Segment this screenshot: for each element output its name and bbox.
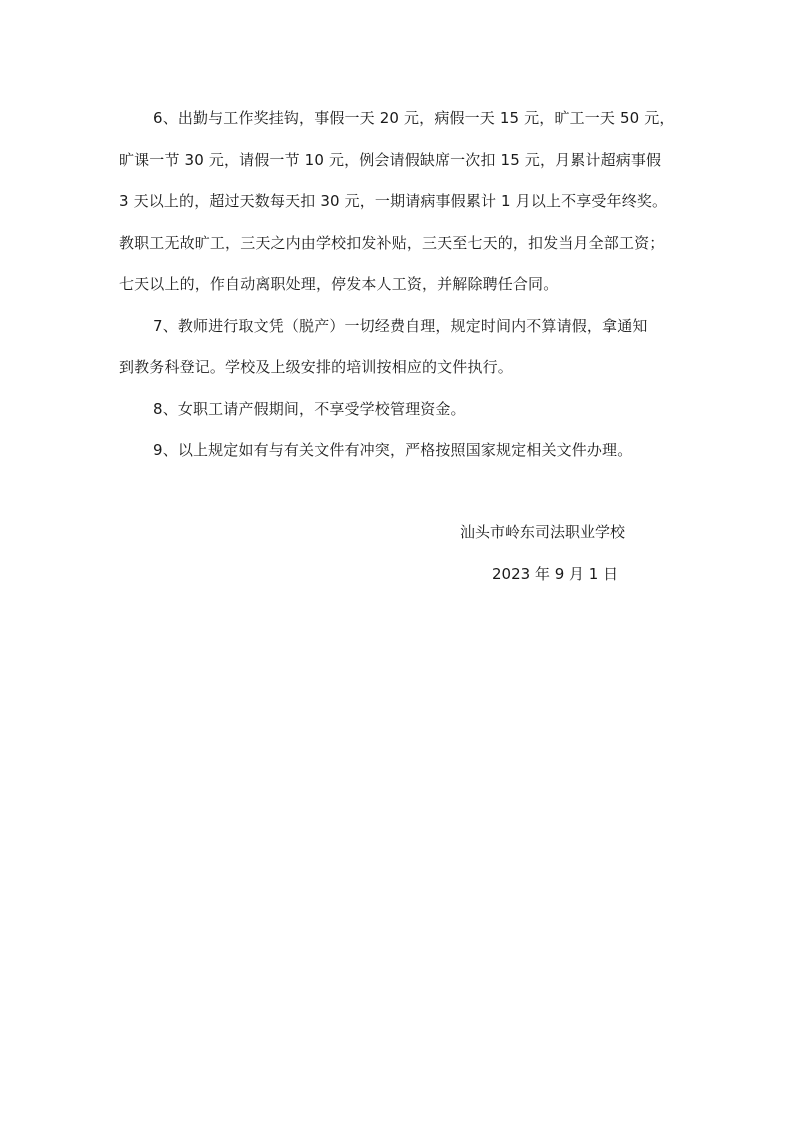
text-line: 7、教师进行取文凭（脱产）一切经费自理，规定时间内不算请假，拿通知 [153,316,648,335]
text-line: 8、女职工请产假期间，不享受学校管理资金。 [153,399,466,418]
text-line: 3 天以上的，超过天数每天扣 30 元，一期请病事假累计 1 月以上不享受年终奖。 [119,192,668,210]
text-line: 旷课一节 30 元，请假一节 10 元，例会请假缺席一次扣 15 元，月累计超病事假 [119,150,662,169]
paragraph-item-6 [119,98,675,306]
text-line: 6、出勤与工作奖挂钩，事假一天 20 元，病假一天 15 元，旷工一天 50 元， [153,109,675,127]
text-line: 七天以上的，作自动离职处理，停发本人工资，并解除聘任合同。 [119,275,559,293]
text-line: 到教务科登记。学校及上级安排的培训按相应的文件执行。 [119,358,513,376]
text-line: 9、以上规定如有与有关文件有冲突，严格按照国家规定相关文件办理。 [153,441,633,459]
signature-school-name: 汕头市岭东司法职业学校 [460,523,626,541]
paragraph-item-9 [119,430,675,472]
text-line: 教职工无故旷工，三天之内由学校扣发补贴，三天至七天的，扣发当月全部工资； [119,233,665,252]
document-body [119,98,675,472]
signature-date: 2023 年 9 月 1 日 [492,565,619,583]
paragraph-item-7 [119,306,675,389]
paragraph-item-8 [119,389,675,431]
